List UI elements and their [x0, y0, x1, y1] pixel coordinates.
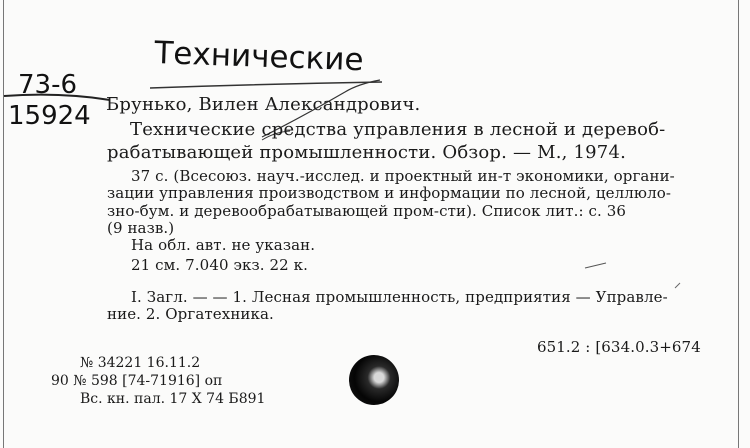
note-line-2: зации управления производством и информации по лесной, целлюло-: [107, 184, 671, 202]
note-line-1: 37 с. (Всесоюз. науч.-исслед. и проектный ин-т экономики, органи-: [131, 167, 675, 185]
card-left-edge: [3, 0, 4, 448]
physical-description: 21 см. 7.040 экз. 22 к.: [131, 256, 308, 274]
handwritten-shelf-bottom: 15924: [8, 101, 91, 131]
tracing-line-2: ние. 2. Оргатехника.: [107, 305, 274, 323]
note-line-4: (9 назв.): [107, 219, 175, 237]
order-number: 90 № 598 [74-71916] оп: [51, 373, 223, 389]
classification-number: 651.2 : [634.0.3+674: [537, 338, 701, 356]
punch-hole: [349, 355, 399, 405]
author-heading: Брунько, Вилен Александрович.: [106, 94, 421, 115]
card-right-edge: [738, 0, 739, 448]
tracing-line-1: I. Загл. — — 1. Лесная промышленность, предприятия — Управле-: [131, 288, 668, 306]
note-line-3: зно-бум. и деревообрабатывающей пром-сти). Список лит.: с. 36: [107, 202, 627, 220]
title-line-1: Технические средства управления в лесной и деревоб-: [130, 119, 666, 140]
title-line-2: рабатывающей промышленности. Обзор. — М., 1974.: [107, 142, 627, 163]
handwritten-shelf-top: 73-6: [18, 70, 78, 100]
print-imprint: Вс. кн. пал. 17 X 74 Б891: [80, 391, 266, 407]
record-number: № 34221 16.11.2: [80, 355, 201, 371]
handwritten-heading: Технические: [153, 35, 365, 79]
publisher-note: На обл. авт. не указан.: [131, 236, 316, 254]
